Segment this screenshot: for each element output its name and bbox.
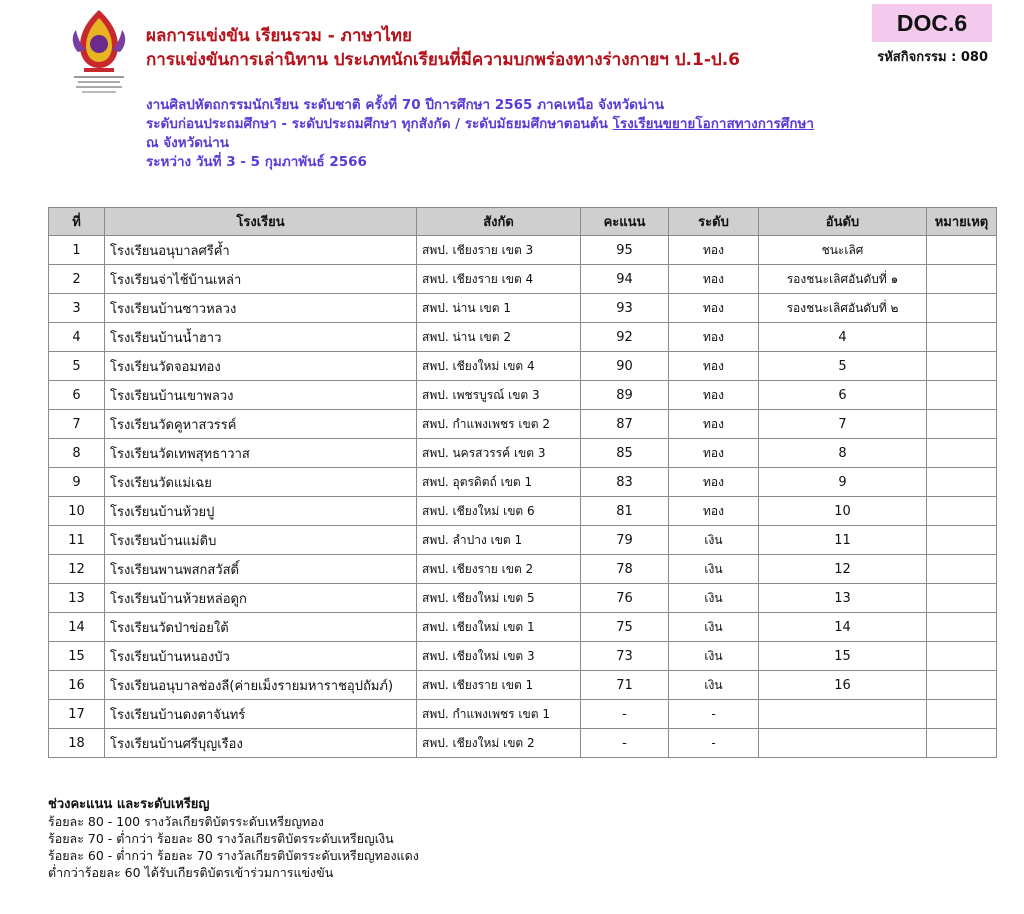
cell-school: โรงเรียนบ้านห้วยหล่อดูก (105, 584, 417, 613)
cell-school: โรงเรียนบ้านซาวหลวง (105, 294, 417, 323)
cell-note (927, 381, 997, 410)
cell-score: 73 (581, 642, 669, 671)
cell-score: 78 (581, 555, 669, 584)
cell-no: 16 (49, 671, 105, 700)
cell-affiliation: สพป. เชียงใหม่ เขต 2 (417, 729, 581, 758)
legend-line: ร้อยละ 70 - ต่ำกว่า ร้อยละ 80 รางวัลเกียรติบัตรระดับเหรียญเงิน (48, 831, 394, 846)
cell-rank: 14 (759, 613, 927, 642)
cell-affiliation: สพป. เชียงใหม่ เขต 4 (417, 352, 581, 381)
header-affiliation: สังกัด (417, 208, 581, 236)
cell-no: 10 (49, 497, 105, 526)
cell-score: 76 (581, 584, 669, 613)
cell-note (927, 555, 997, 584)
cell-note (927, 526, 997, 555)
table-row (49, 700, 997, 729)
cell-no: 6 (49, 381, 105, 410)
cell-note (927, 323, 997, 352)
cell-rank: 10 (759, 497, 927, 526)
cell-school: โรงเรียนวัดแม่เฉย (105, 468, 417, 497)
cell-score: 83 (581, 468, 669, 497)
cell-note (927, 729, 997, 758)
table-row (49, 555, 997, 584)
cell-level: ทอง (669, 294, 759, 323)
cell-level: เงิน (669, 642, 759, 671)
cell-score: 94 (581, 265, 669, 294)
activity-code: รหัสกิจกรรม : 080 (877, 50, 988, 65)
cell-score: 92 (581, 323, 669, 352)
cell-score: - (581, 729, 669, 758)
table-row (49, 265, 997, 294)
table-row (49, 352, 997, 381)
table-row (49, 294, 997, 323)
cell-score: - (581, 700, 669, 729)
competition-subtitle: การแข่งขันการเล่านิทาน ประเภทนักเรียนที่มีความบกพร่องทางร่างกายฯ ป.1-ป.6 (146, 50, 740, 70)
table-row (49, 526, 997, 555)
cell-affiliation: สพป. น่าน เขต 1 (417, 294, 581, 323)
cell-score: 75 (581, 613, 669, 642)
cell-rank: 16 (759, 671, 927, 700)
cell-affiliation: สพป. น่าน เขต 2 (417, 323, 581, 352)
cell-note (927, 294, 997, 323)
school-type-link[interactable]: โรงเรียนขยายโอกาสทางการศึกษา (612, 116, 814, 132)
table-row (49, 410, 997, 439)
cell-score: 89 (581, 381, 669, 410)
cell-score: 93 (581, 294, 669, 323)
doc-badge: DOC.6 (872, 4, 992, 42)
header-note: หมายเหตุ (927, 208, 997, 236)
cell-affiliation: สพป. เชียงราย เขต 3 (417, 236, 581, 265)
cell-level: ทอง (669, 352, 759, 381)
cell-affiliation: สพป. กำแพงเพชร เขต 1 (417, 700, 581, 729)
header-score: คะแนน (581, 208, 669, 236)
cell-affiliation: สพป. เชียงราย เขต 1 (417, 671, 581, 700)
cell-rank: 5 (759, 352, 927, 381)
table-row (49, 323, 997, 352)
results-body (49, 236, 997, 758)
competition-title: ผลการแข่งขัน เรียนรวม - ภาษาไทย (146, 26, 412, 46)
results-table (48, 207, 997, 758)
cell-affiliation: สพป. เชียงใหม่ เขต 5 (417, 584, 581, 613)
cell-school: โรงเรียนบ้านห้วยปู (105, 497, 417, 526)
cell-level: เงิน (669, 526, 759, 555)
cell-score: 79 (581, 526, 669, 555)
table-row (49, 729, 997, 758)
cell-level: ทอง (669, 265, 759, 294)
cell-rank: 13 (759, 584, 927, 613)
cell-level: เงิน (669, 584, 759, 613)
cell-no: 14 (49, 613, 105, 642)
cell-no: 9 (49, 468, 105, 497)
cell-no: 1 (49, 236, 105, 265)
cell-school: โรงเรียนอนุบาลศรีค้ำ (105, 236, 417, 265)
cell-affiliation: สพป. กำแพงเพชร เขต 2 (417, 410, 581, 439)
table-row (49, 613, 997, 642)
cell-level: ทอง (669, 410, 759, 439)
table-row (49, 497, 997, 526)
cell-level: เงิน (669, 613, 759, 642)
cell-no: 5 (49, 352, 105, 381)
cell-score: 87 (581, 410, 669, 439)
cell-school: โรงเรียนบ้านศรีบุญเรือง (105, 729, 417, 758)
header-school: โรงเรียน (105, 208, 417, 236)
cell-rank: 15 (759, 642, 927, 671)
cell-note (927, 700, 997, 729)
legend-line: ร้อยละ 60 - ต่ำกว่า ร้อยละ 70 รางวัลเกียรติบัตรระดับเหรียญทองแดง (48, 848, 419, 863)
cell-level: ทอง (669, 236, 759, 265)
cell-rank: 7 (759, 410, 927, 439)
cell-affiliation: สพป. เชียงใหม่ เขต 3 (417, 642, 581, 671)
cell-affiliation: สพป. เชียงใหม่ เขต 6 (417, 497, 581, 526)
cell-rank: 8 (759, 439, 927, 468)
cell-no: 15 (49, 642, 105, 671)
cell-note (927, 497, 997, 526)
cell-rank (759, 700, 927, 729)
table-row (49, 584, 997, 613)
cell-score: 71 (581, 671, 669, 700)
cell-note (927, 671, 997, 700)
cell-school: โรงเรียนบ้านดงตาจันทร์ (105, 700, 417, 729)
event-line-2-prefix: ระดับก่อนประถมศึกษา - ระดับประถมศึกษา ทุกสังกัด / ระดับมัธยมศึกษาตอนต้น (146, 116, 613, 132)
cell-school: โรงเรียนวัดป่าข่อยใต้ (105, 613, 417, 642)
cell-no: 8 (49, 439, 105, 468)
header-rank: อันดับ (759, 208, 927, 236)
cell-no: 7 (49, 410, 105, 439)
score-legend (48, 796, 419, 881)
table-row (49, 381, 997, 410)
cell-level: เงิน (669, 671, 759, 700)
cell-note (927, 265, 997, 294)
cell-no: 17 (49, 700, 105, 729)
cell-rank: 12 (759, 555, 927, 584)
cell-no: 2 (49, 265, 105, 294)
cell-note (927, 642, 997, 671)
table-row (49, 236, 997, 265)
cell-affiliation: สพป. เชียงใหม่ เขต 1 (417, 613, 581, 642)
cell-note (927, 468, 997, 497)
cell-school: โรงเรียนบ้านแม่ดิบ (105, 526, 417, 555)
cell-level: ทอง (669, 381, 759, 410)
cell-rank: รองชนะเลิศอันดับที่ ๒ (759, 294, 927, 323)
cell-affiliation: สพป. เชียงราย เขต 2 (417, 555, 581, 584)
cell-no: 3 (49, 294, 105, 323)
cell-no: 11 (49, 526, 105, 555)
event-info (146, 96, 814, 172)
cell-level: ทอง (669, 323, 759, 352)
legend-title: ช่วงคะแนน และระดับเหรียญ (48, 797, 210, 812)
cell-score: 85 (581, 439, 669, 468)
cell-level: ทอง (669, 468, 759, 497)
cell-affiliation: สพป. เพชรบูรณ์ เขต 3 (417, 381, 581, 410)
legend-line: ต่ำกว่าร้อยละ 60 ได้รับเกียรติบัตรเข้าร่วมการแข่งขัน (48, 865, 334, 880)
cell-rank: รองชนะเลิศอันดับที่ ๑ (759, 265, 927, 294)
cell-no: 12 (49, 555, 105, 584)
cell-level: - (669, 700, 759, 729)
cell-no: 18 (49, 729, 105, 758)
cell-no: 4 (49, 323, 105, 352)
cell-school: โรงเรียนบ้านหนองบัว (105, 642, 417, 671)
cell-school: โรงเรียนวัดเทพสุทธาวาส (105, 439, 417, 468)
table-header-row (49, 208, 997, 236)
event-line-2 (146, 115, 814, 134)
event-line-1: งานศิลปหัตถกรรมนักเรียน ระดับชาติ ครั้งที่ 70 ปีการศึกษา 2565 ภาคเหนือ จังหวัดน่าน (146, 97, 664, 113)
cell-affiliation: สพป. เชียงราย เขต 4 (417, 265, 581, 294)
cell-level: ทอง (669, 497, 759, 526)
cell-affiliation: สพป. นครสวรรค์ เขต 3 (417, 439, 581, 468)
cell-level: - (669, 729, 759, 758)
cell-rank: 9 (759, 468, 927, 497)
cell-affiliation: สพป. ลำปาง เขต 1 (417, 526, 581, 555)
cell-affiliation: สพป. อุตรดิตถ์ เขต 1 (417, 468, 581, 497)
cell-level: ทอง (669, 439, 759, 468)
cell-school: โรงเรียนวัดคูหาสวรรค์ (105, 410, 417, 439)
cell-note (927, 352, 997, 381)
event-line-3: ณ จังหวัดน่าน (146, 135, 230, 151)
table-row (49, 439, 997, 468)
cell-score: 90 (581, 352, 669, 381)
cell-note (927, 613, 997, 642)
cell-school: โรงเรียนบ้านน้ำฮาว (105, 323, 417, 352)
cell-score: 95 (581, 236, 669, 265)
cell-rank (759, 729, 927, 758)
cell-school: โรงเรียนอนุบาลช่องลี(ค่ายเม็งรายมหาราชอุปถัมภ์) (105, 671, 417, 700)
cell-school: โรงเรียนพานพสกสวัสดิ์ (105, 555, 417, 584)
cell-note (927, 439, 997, 468)
cell-school: โรงเรียนวัดจอมทอง (105, 352, 417, 381)
cell-level: เงิน (669, 555, 759, 584)
header-level: ระดับ (669, 208, 759, 236)
legend-line: ร้อยละ 80 - 100 รางวัลเกียรติบัตรระดับเหรียญทอง (48, 814, 324, 829)
cell-rank: 4 (759, 323, 927, 352)
table-row (49, 671, 997, 700)
cell-school: โรงเรียนจ่าไช้บ้านเหล่า (105, 265, 417, 294)
table-row (49, 468, 997, 497)
cell-note (927, 584, 997, 613)
cell-school: โรงเรียนบ้านเขาพลวง (105, 381, 417, 410)
table-row (49, 642, 997, 671)
cell-rank: 11 (759, 526, 927, 555)
cell-no: 13 (49, 584, 105, 613)
cell-rank: 6 (759, 381, 927, 410)
emblem-logo-icon (64, 6, 134, 98)
header-no: ที่ (49, 208, 105, 236)
cell-score: 81 (581, 497, 669, 526)
event-line-4: ระหว่าง วันที่ 3 - 5 กุมภาพันธ์ 2566 (146, 154, 367, 170)
cell-rank: ชนะเลิศ (759, 236, 927, 265)
cell-note (927, 410, 997, 439)
title-block (146, 24, 740, 72)
cell-note (927, 236, 997, 265)
